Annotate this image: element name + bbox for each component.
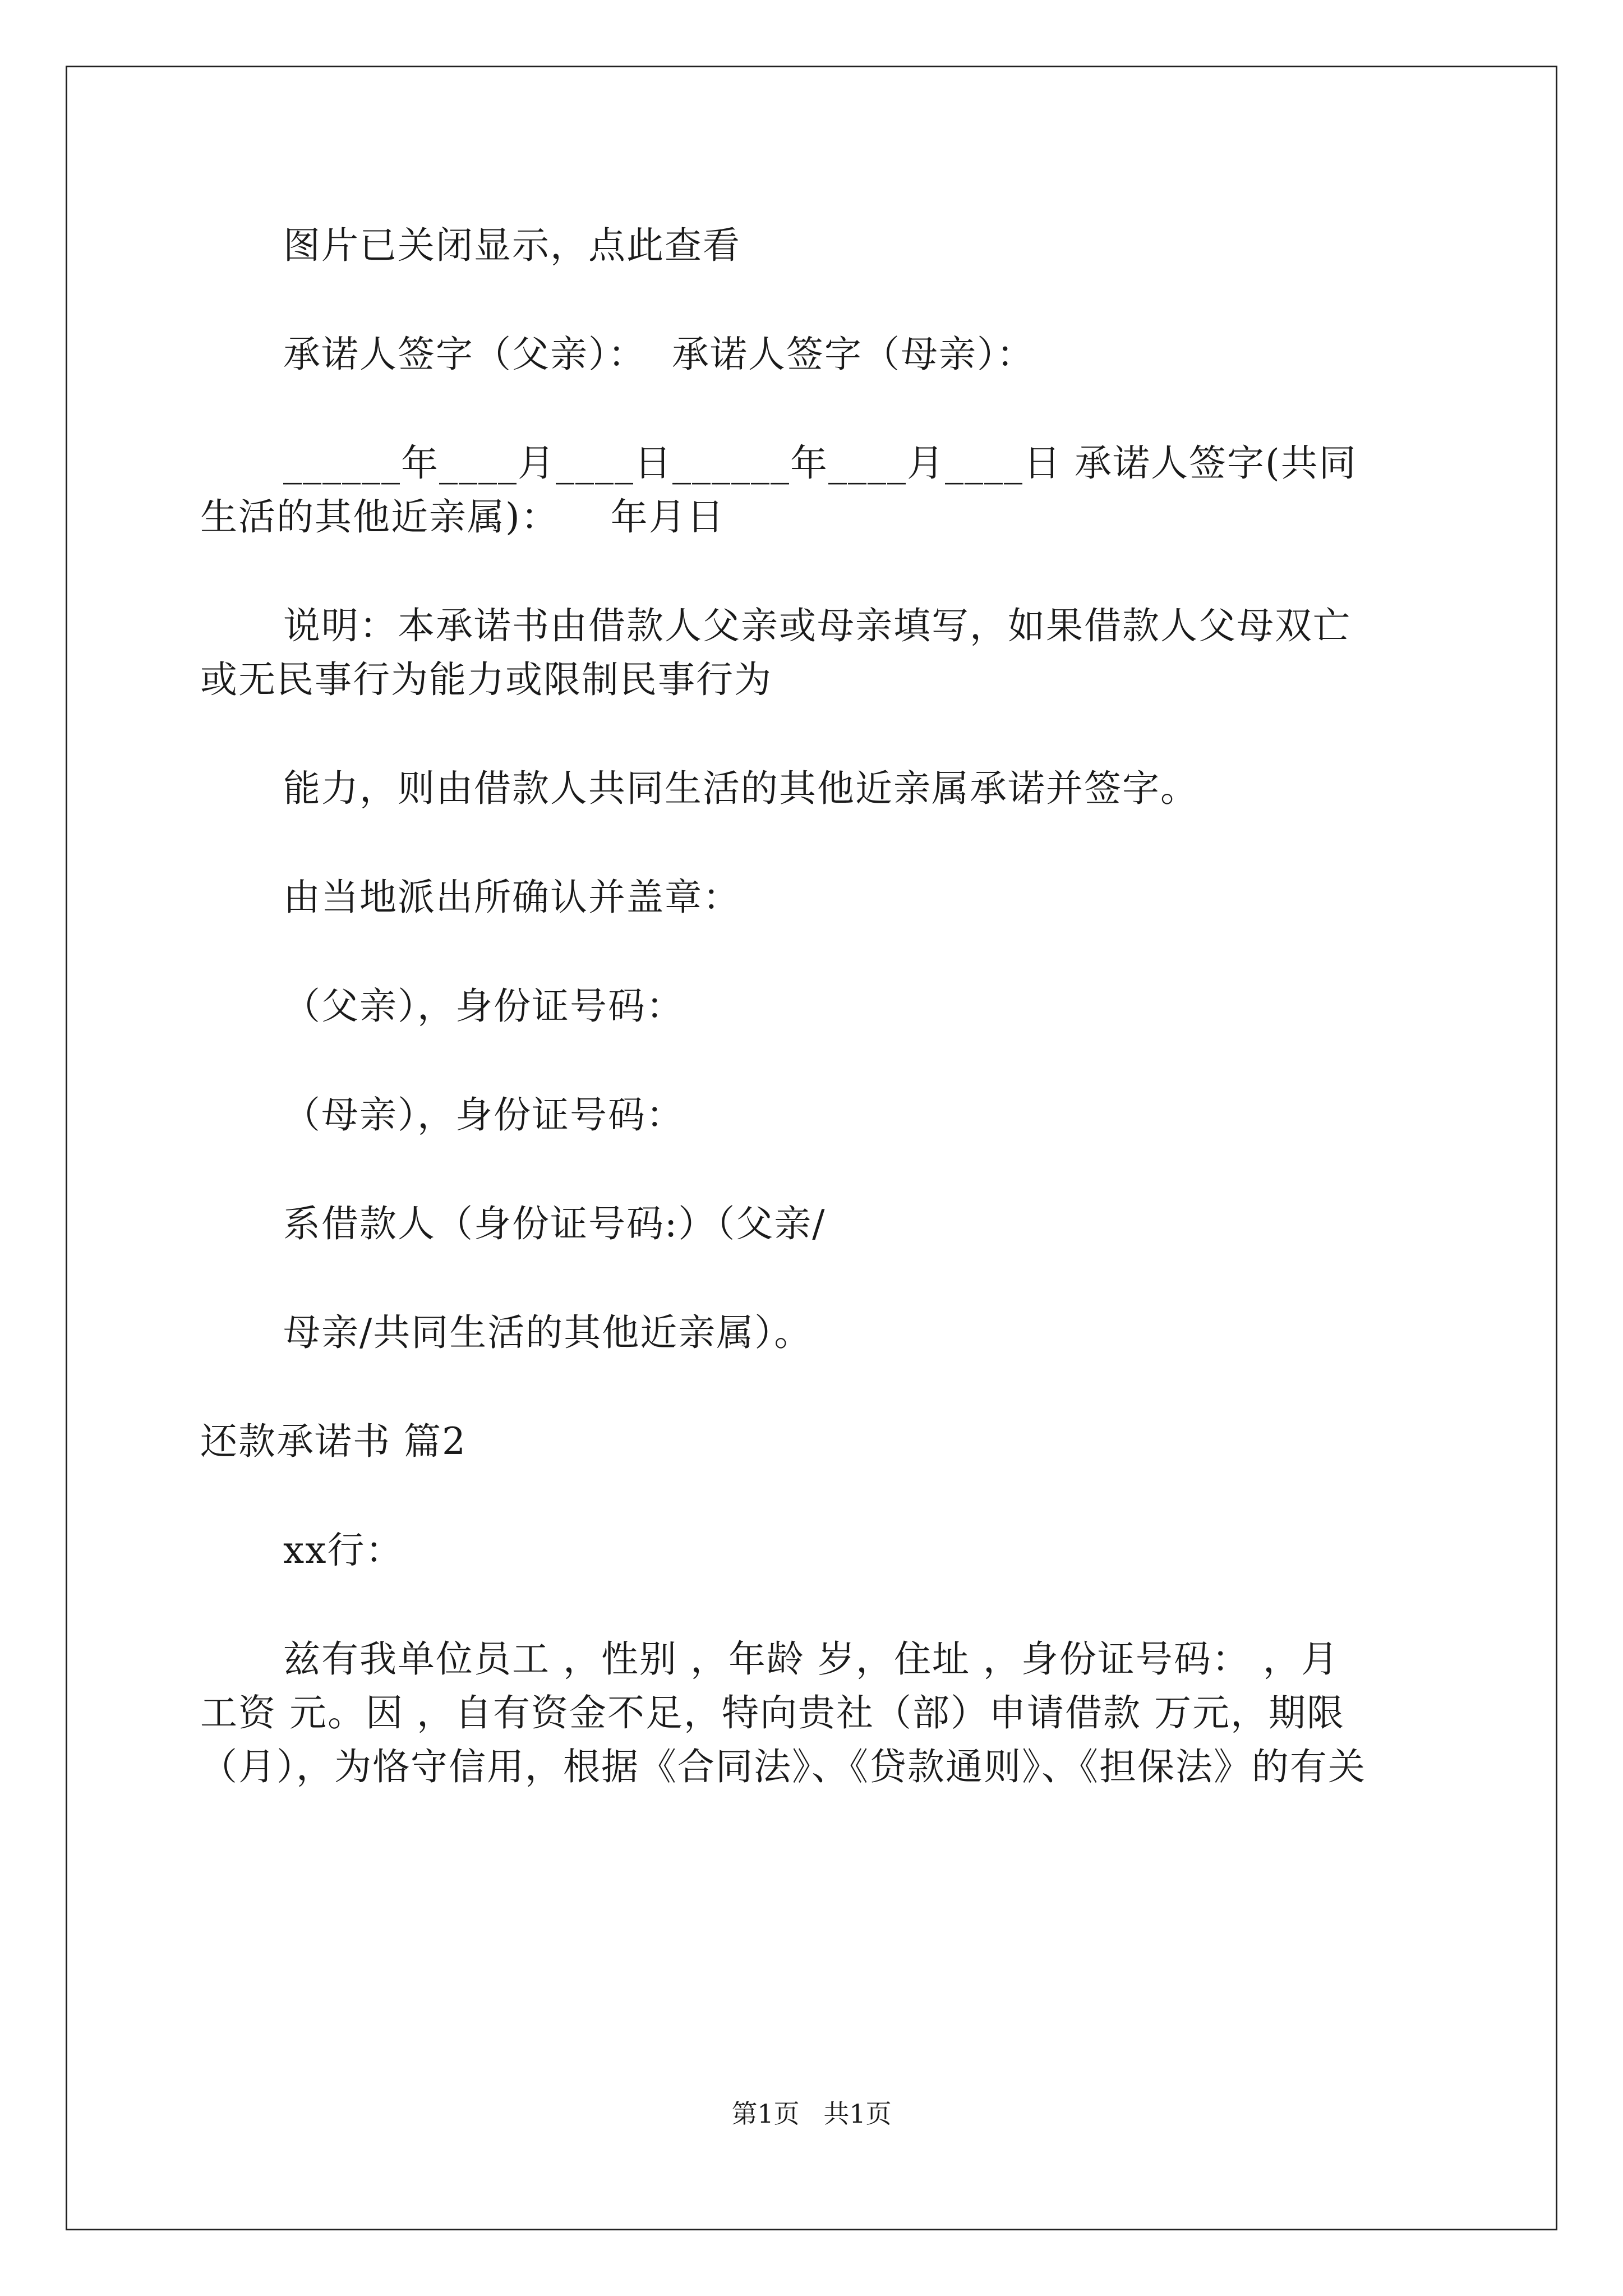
explanation-line-1: 说明：本承诺书由借款人父亲或母亲填写，如果借款人父母双亡 [283, 604, 1351, 647]
date-signature-line-2: 生活的其他近亲属)： 年月日 [200, 495, 725, 539]
date-signature-line-1: ______年____月____日______年____月____日 承诺人签字(共同 [283, 441, 1357, 485]
document-body [200, 219, 1428, 1849]
father-id-line: （父亲），身份证号码： [283, 984, 684, 1028]
employee-statement-line-1: 兹有我单位员工 ，性别 ，年龄 岁，住址 ，身份证号码： ，月 [283, 1637, 1339, 1681]
capacity-paragraph: 能力，则由借款人共同生活的其他近亲属承诺并签字。 [283, 767, 1198, 810]
page-number: 第1页 [731, 2099, 800, 2129]
employee-statement-line-3: （月），为恪守信用，根据《合同法》、《贷款通则》、《担保法》的有关 [200, 1745, 1366, 1788]
section-heading: 还款承诺书 篇2 [200, 1420, 467, 1463]
explanation-line-2: 或无民事行为能力或限制民事行为 [200, 658, 772, 701]
mother-id-line: （母亲），身份证号码： [283, 1093, 684, 1137]
date-signature-paragraph [200, 436, 1428, 544]
explanation-paragraph [200, 599, 1428, 707]
relation-continuation-line: 母亲/共同生活的其他近亲属）。 [283, 1311, 813, 1354]
borrower-relation-line: 系借款人（身份证号码:）（父亲/ [283, 1202, 826, 1245]
signature-parents-line: 承诺人签字（父亲）： 承诺人签字（母亲）： [283, 333, 1035, 376]
page-footer [0, 2093, 1623, 2131]
employee-statement-paragraph [200, 1632, 1428, 1794]
employee-statement-line-2: 工资 元。因 ，自有资金不足，特向贵社（部）申请借款 万元，期限 [200, 1691, 1345, 1734]
addressee-line: xx行： [283, 1529, 404, 1572]
police-confirmation-line: 由当地派出所确认并盖章： [283, 876, 741, 919]
page-total: 共1页 [823, 2099, 892, 2129]
image-hidden-notice[interactable]: 图片已关闭显示，点此查看 [283, 224, 741, 267]
